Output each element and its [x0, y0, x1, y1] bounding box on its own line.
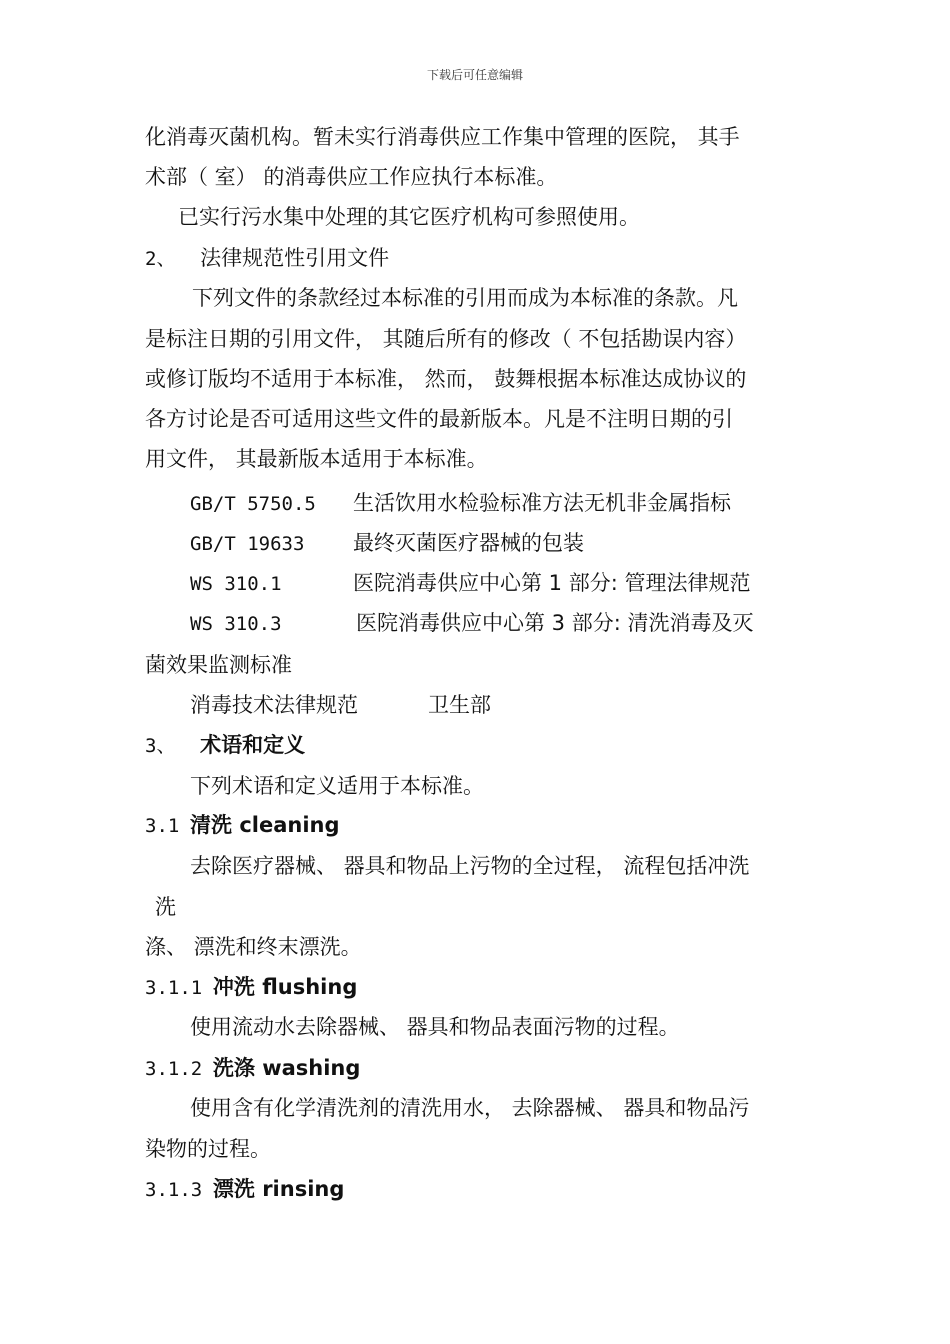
reference-code: GB/T 19633	[190, 533, 305, 555]
reference-item	[190, 488, 731, 519]
term-title: 冲洗 flushing	[212, 975, 358, 999]
reference-title: 医院消毒供应中心第 3 部分: 清洗消毒及灭	[356, 611, 754, 635]
text-line: 使用流动水去除器械、 器具和物品表面污物的过程。	[190, 1015, 680, 1039]
text-line: 用文件， 其最新版本适用于本标准。	[145, 447, 488, 471]
reference-code: GB/T 5750.5	[190, 493, 316, 515]
reference-item	[190, 690, 491, 720]
text-line: 是标注日期的引用文件， 其随后所有的修改（ 不包括勘误内容）	[145, 327, 747, 351]
reference-title: 生活饮用水检验标准方法无机非金属指标	[353, 491, 731, 515]
section-number: 2、	[145, 248, 176, 270]
section-heading	[145, 730, 305, 761]
section-title: 法律规范性引用文件	[200, 246, 390, 270]
term-heading	[145, 1174, 344, 1205]
reference-code: WS 310.1	[190, 573, 282, 595]
term-title: 洗涤 washing	[212, 1056, 361, 1080]
text-line: 各方讨论是否可适用这些文件的最新版本。凡是不注明日期的引	[145, 407, 733, 431]
text-line: 涤、 漂洗和终末漂洗。	[145, 935, 362, 959]
reference-title: 医院消毒供应中心第 1 部分: 管理法律规范	[353, 571, 751, 595]
term-number: 3.1.2	[145, 1058, 203, 1080]
term-title: 漂洗 rinsing	[212, 1177, 345, 1201]
term-number: 3.1	[145, 815, 180, 837]
text-line: 染物的过程。	[145, 1137, 271, 1161]
page-header: 下载后可任意编辑	[426, 68, 523, 82]
text-line: 下列术语和定义适用于本标准。	[190, 774, 484, 798]
text-line: 洗	[155, 895, 176, 919]
term-number: 3.1.1	[145, 977, 203, 999]
text-line: 菌效果监测标准	[145, 653, 292, 677]
reference-item	[190, 568, 750, 599]
reference-org: 卫生部	[428, 693, 491, 717]
text-line: 或修订版均不适用于本标准， 然而， 鼓舞根据本标准达成协议的	[145, 367, 747, 391]
reference-title: 消毒技术法律规范	[190, 693, 358, 717]
term-heading	[145, 810, 340, 841]
reference-code: WS 310.3	[190, 613, 282, 635]
reference-title: 最终灭菌医疗器械的包装	[353, 531, 584, 555]
text-line: 化消毒灭菌机构。暂未实行消毒供应工作集中管理的医院， 其手	[145, 125, 740, 149]
section-number: 3、	[145, 735, 176, 757]
reference-item	[190, 608, 753, 639]
section-heading	[145, 243, 389, 274]
text-line: 术部（ 室） 的消毒供应工作应执行本标准。	[145, 165, 558, 189]
text-line: 下列文件的条款经过本标准的引用而成为本标准的条款。凡	[192, 286, 738, 310]
reference-item	[190, 528, 584, 559]
text-line: 使用含有化学清洗剂的清洗用水， 去除器械、 器具和物品污	[190, 1096, 750, 1120]
term-title: 清洗 cleaning	[190, 813, 340, 837]
term-heading	[145, 972, 357, 1003]
section-title: 术语和定义	[200, 733, 306, 757]
term-heading	[145, 1053, 360, 1084]
term-number: 3.1.3	[145, 1179, 203, 1201]
text-line: 已实行污水集中处理的其它医疗机构可参照使用。	[178, 205, 640, 229]
text-line: 去除医疗器械、 器具和物品上污物的全过程， 流程包括冲洗	[190, 854, 750, 878]
